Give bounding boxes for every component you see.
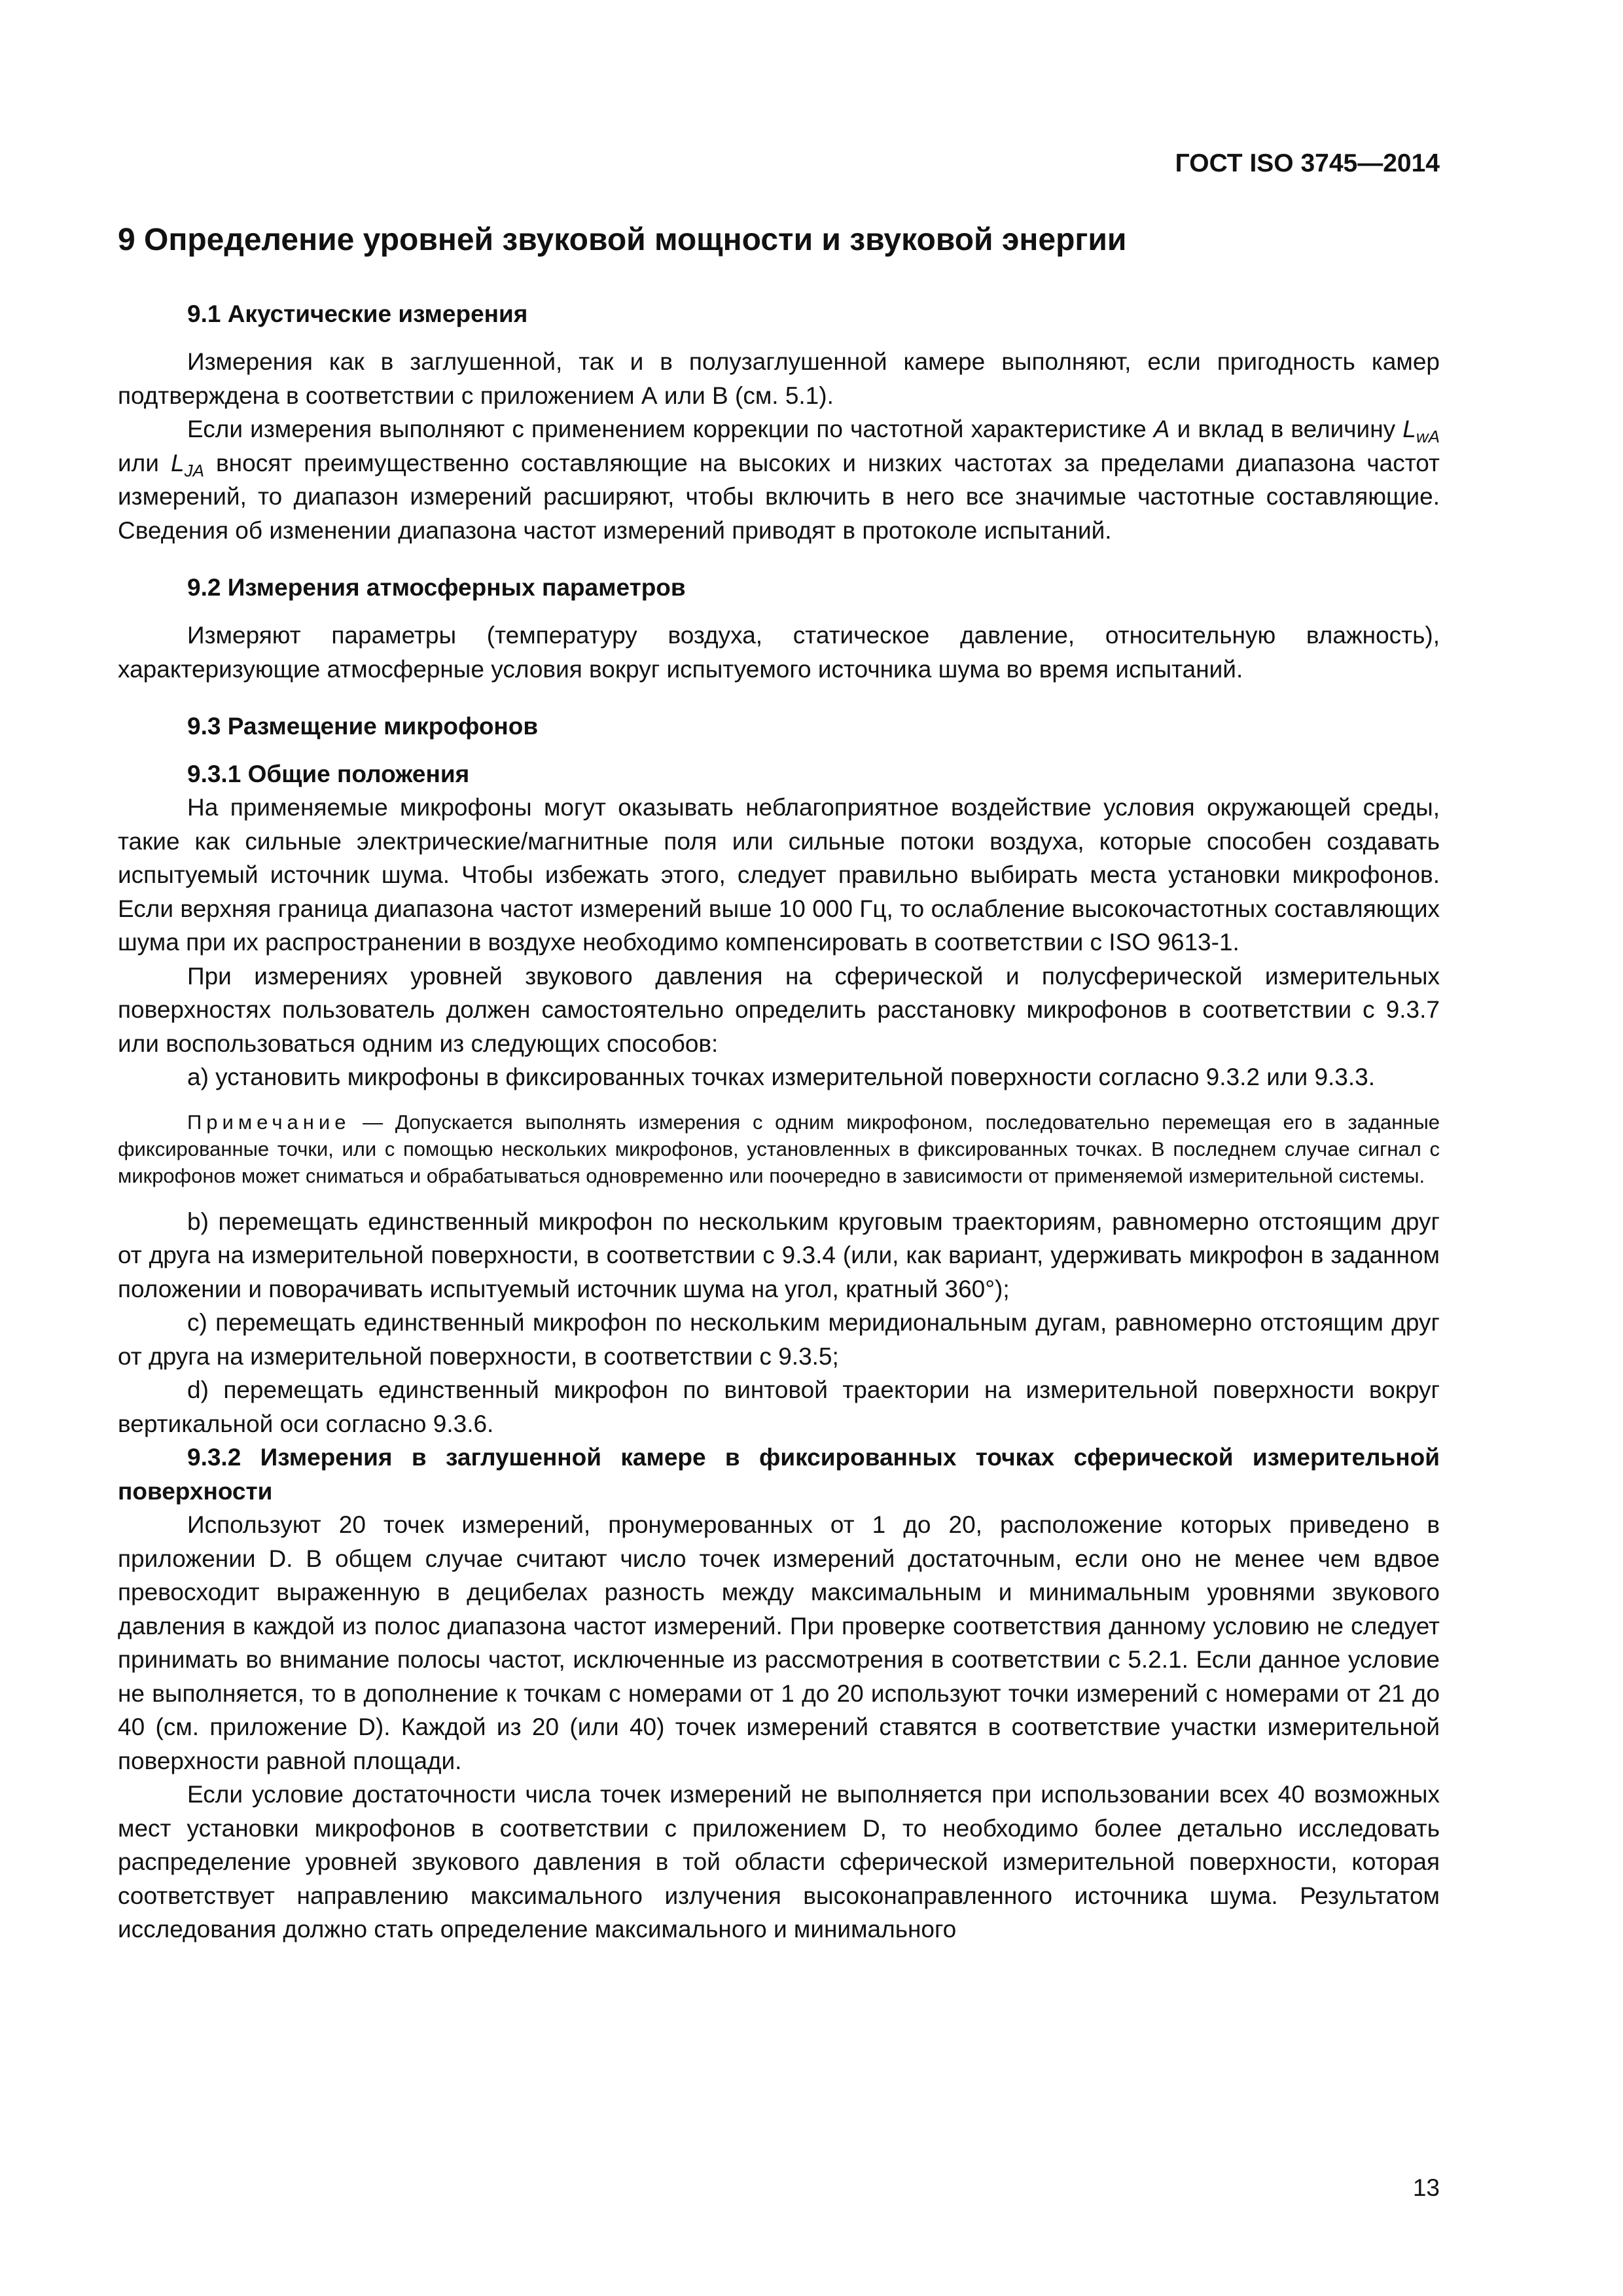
paragraph: На применяемые микрофоны могут оказывать неблагоприятное воздействие условия окружающей среды, такие как сильные электрические/магнитные поля или сильные потоки воздуха, которые способен создавать испытуемый источник шума. Чтобы избежать этого, следует правильно выбирать места установки микрофонов. Если верхняя граница диапазона частот измерений выше 10 000 Гц, то ослабление высокочастотных составляющих шума при их распространении в воздухе необходимо компенсировать в соответствии с ISO 9613-1. (118, 794, 1440, 956)
page-number: 13 (1412, 2174, 1440, 2201)
paragraph: Если условие достаточности числа точек измерений не выполняется при использовании всех 40 возможных мест установки микрофонов в соответствии с приложением D, то необходимо более детально исследовать распределение уровней звукового давления в той области сферической измерительной поверхности, которая соответствует направлению максимального излучения высоконаправленного источника шума. Результатом исследования должно стать определение максимального и минимального (118, 1781, 1440, 1943)
paragraph: Используют 20 точек измерений, пронумерованных от 1 до 20, расположение которых приведено в приложении D. В общем случае считают число точек измерений достаточным, если оно не менее чем вдвое превосходит выраженную в децибелах разность между максимальным и минимальным уровнями звукового давления в каждой из полос диапазона частот измерений. При проверке соответствия данному условию не следует принимать во внимание полосы частот, исключенные из рассмотрения в соответствии с 5.2.1. Если данное условие не выполняется, то в дополнение к точкам с номерами от 1 до 20 используют точки измерений с номерами от 21 до 40 (см. приложение D). Каждой из 20 (или 40) точек измерений ставятся в соответствие участки измерительной поверхности равной площади. (118, 1511, 1440, 1774)
subscript: wA (1416, 427, 1440, 446)
list-item-d: d) перемещать единственный микрофон по винтовой траектории на измерительной поверхности вокруг вертикальной оси согласно 9.3.6. (118, 1376, 1440, 1437)
symbol-L: L (1402, 416, 1416, 442)
note-label: Примечание (187, 1110, 351, 1134)
document-id: ГОСТ ISO 3745—2014 (1175, 149, 1440, 177)
note-text: — Допускается выполнять измерения с одним микрофоном, последовательно перемещая его в заданные фиксированные точки, или с помощью нескольких микрофонов, установленных в фиксированных точках. В последнем случае сигнал с микрофонов может сниматься и обрабатываться одновременно или поочередно в зависимости от применяемой измерительной системы. (118, 1110, 1440, 1187)
heading-9-3-1: 9.3.1 Общие положения (187, 761, 470, 787)
list-item-c: с) перемещать единственный микрофон по нескольким меридиональным дугам, равномерно отстоящим друг от друга на измерительной поверхности, в соответствии с 9.3.5; (118, 1309, 1440, 1370)
document-body (118, 220, 1440, 1946)
paragraph: При измерениях уровней звукового давления на сферической и полусферической измерительных поверхностях пользователь должен самостоятельно определить расстановку микрофонов в соответствии с 9.3.7 или воспользоваться одним из следующих способов: (118, 962, 1440, 1057)
heading-9-3-2: 9.3.2 Измерения в заглушенной камере в фиксированных точках сферической измерительной поверхности (118, 1444, 1440, 1505)
heading-9-2: 9.2 Измерения атмосферных параметров (187, 574, 686, 601)
symbol-L: L (171, 449, 185, 476)
subscript: JA (184, 460, 204, 480)
paragraph: Измерения как в заглушенной, так и в полузаглушенной камере выполняют, если пригодность камер подтверждена в соответствии с приложением А или В (см. 5.1). (118, 348, 1440, 409)
note (118, 1109, 1440, 1189)
list-item-a: а) установить микрофоны в фиксированных точках измерительной поверхности согласно 9.3.2 или 9.3.3. (187, 1064, 1376, 1090)
heading-9-1: 9.1 Акустические измерения (187, 300, 528, 327)
section-title: 9 Определение уровней звуковой мощности и звуковой энергии (118, 223, 1127, 257)
paragraph: Измеряют параметры (температуру воздуха, статическое давление, относительную влажность), характеризующие атмосферные условия вокруг испытуемого источника шума во время испытаний. (118, 622, 1440, 683)
paragraph-weighting: Если измерения выполняют с применением коррекции по частотной характеристике A и вклад в величину $L_{wA}$ или $L_{JA}$ вносят преимущественно составляющие на высоких и низких частотах за пределами диапазона частот измерений, то диапазон измерений расширяют, чтобы включить в него все значимые частотные составляющие. Сведения об изменении диапазона частот измерений приводят в протоколе испытаний. (118, 416, 1440, 544)
heading-9-3: 9.3 Размещение микрофонов (187, 713, 539, 740)
list-item-b: b) перемещать единственный микрофон по нескольким круговым траекториям, равномерно отстоящим друг от друга на измерительной поверхности, в соответствии с 9.3.4 (или, как вариант, удерживать микрофон в заданном положении и поворачивать испытуемый источник шума на угол, кратный 360°); (118, 1208, 1440, 1302)
